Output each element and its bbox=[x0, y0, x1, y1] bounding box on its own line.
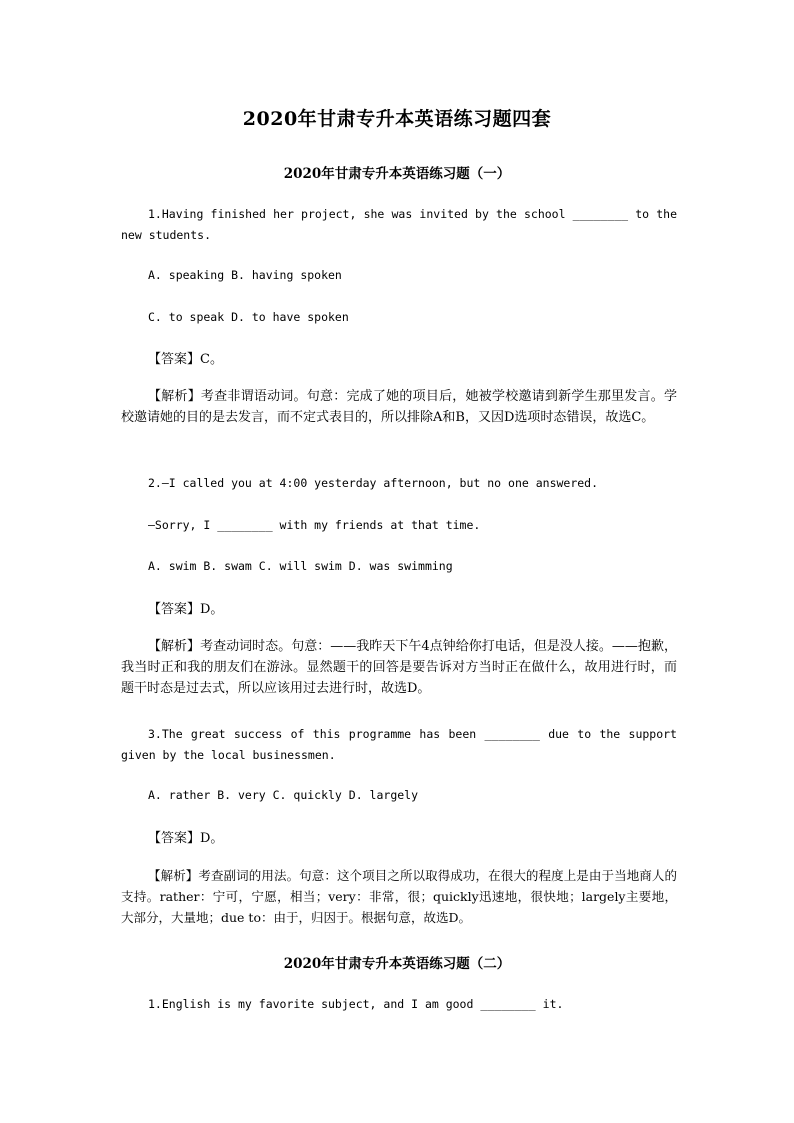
question-stem: 3.The great success of this programme has been ________ due to the support given by the local businessmen. bbox=[121, 727, 677, 762]
analysis-text: 【解析】考查动词时态。句意：——我昨天下午4点钟给你打电话，但是没人接。——抱歉，我当时正和我的朋友们在游泳。显然题干的回答是要告诉对方当时正在做什么，故用进行时，而题干时态是过去式，所以应该用过去进行时，故选D。 bbox=[121, 639, 677, 696]
answer-label: 【答案】C。 bbox=[148, 352, 223, 367]
analysis-text: 【解析】考查副词的用法。句意：这个项目之所以取得成功，在很大的程度上是由于当地商人的支持。rather：宁可，宁愿，相当；very：非常，很；quickly迅速地，很快地；largely主要地，大部分，大量地；due to：由于，归因于。根据句意，故选D。 bbox=[121, 868, 677, 925]
question-stem-reply: —Sorry, I ________ with my friends at that time. bbox=[148, 518, 481, 532]
question-options: A. speaking B. having spoken bbox=[148, 268, 342, 282]
question-stem: 1.Having finished her project, she was invited by the school ________ to the new students. bbox=[121, 207, 677, 242]
document-title: 2020年甘肃专升本英语练习题四套 bbox=[242, 108, 552, 130]
section-title: 2020年甘肃专升本英语练习题（一） bbox=[283, 166, 511, 182]
answer-label: 【答案】D。 bbox=[148, 602, 224, 617]
question-stem: 1.English is my favorite subject, and I am good ________ it. bbox=[148, 997, 564, 1011]
question-options: A. rather B. very C. quickly D. largely bbox=[148, 788, 419, 802]
question-options: A. swim B. swam C. will swim D. was swimming bbox=[148, 559, 453, 573]
analysis-text: 【解析】考查非谓语动词。句意：完成了她的项目后，她被学校邀请到新学生那里发言。学校邀请她的目的是去发言，而不定式表目的，所以排除A和B，又因D选项时态错误，故选C。 bbox=[121, 389, 677, 425]
question-options: C. to speak D. to have spoken bbox=[148, 310, 349, 324]
answer-label: 【答案】D。 bbox=[148, 831, 224, 846]
section-title: 2020年甘肃专升本英语练习题（二） bbox=[283, 956, 511, 972]
question-stem: 2.—I called you at 4:00 yesterday afternoon, but no one answered. bbox=[148, 476, 599, 490]
